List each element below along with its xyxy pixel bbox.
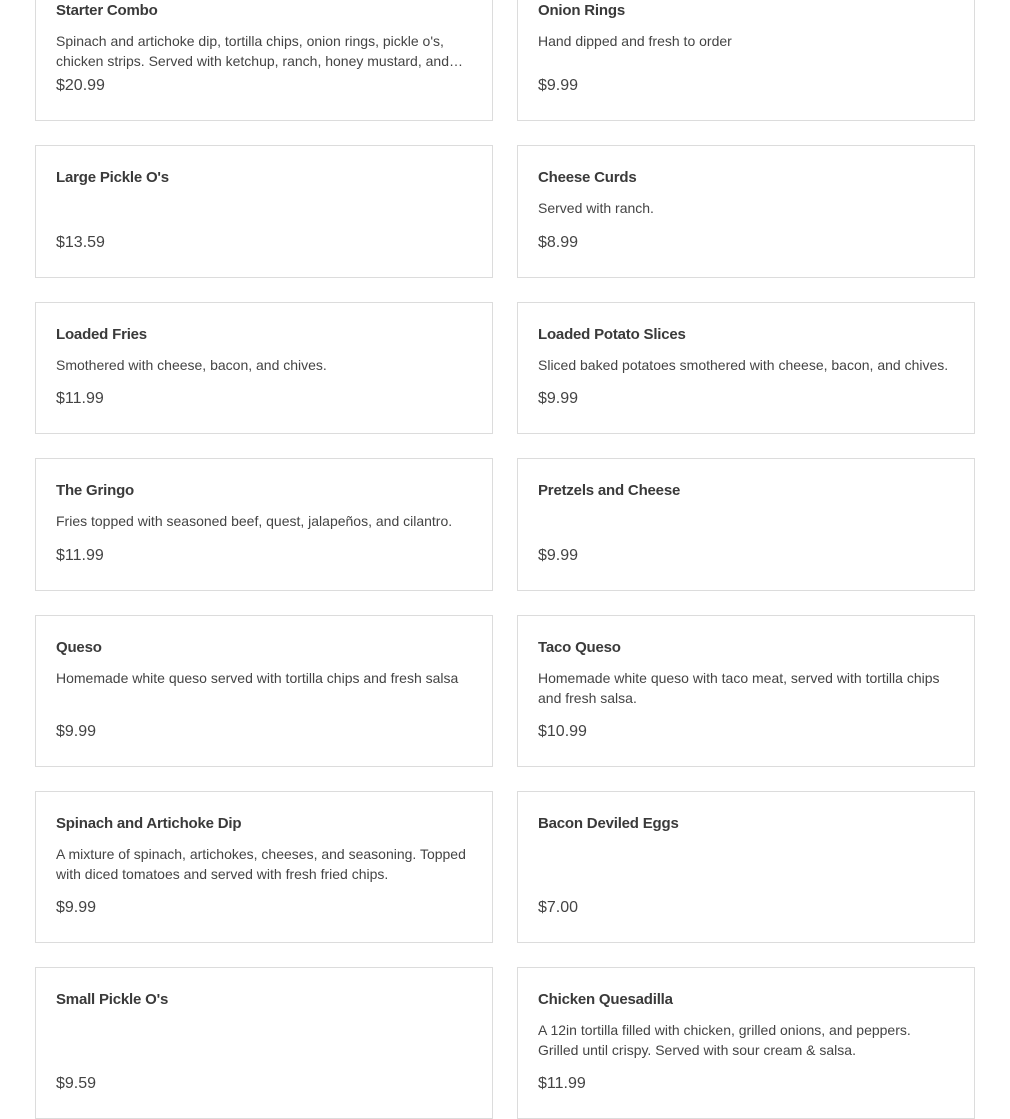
menu-item-name: Spinach and Artichoke Dip	[56, 815, 242, 832]
menu-item-price: $9.99	[538, 390, 579, 407]
menu-item-card[interactable]	[517, 145, 975, 278]
menu-item-card[interactable]	[35, 458, 493, 591]
menu-item-price: $11.99	[56, 390, 104, 407]
menu-item-description: Homemade white queso with taco meat, served with tortilla chips and fresh salsa.	[538, 670, 940, 706]
menu-item-price: $9.99	[56, 723, 97, 740]
menu-item-description: Served with ranch.	[538, 200, 654, 216]
menu-item-name: Pretzels and Cheese	[538, 482, 681, 499]
menu-item-description: Fries topped with seasoned beef, quest, jalapeños, and cilantro.	[56, 513, 453, 529]
menu-item-price: $9.99	[538, 547, 579, 564]
menu-item-price: $13.59	[56, 234, 105, 251]
menu-item-price: $10.99	[538, 723, 587, 740]
menu-item-name: The Gringo	[56, 482, 134, 499]
menu-item-name: Onion Rings	[538, 2, 625, 19]
menu-item-name: Bacon Deviled Eggs	[538, 815, 679, 832]
menu-item-description: Sliced baked potatoes smothered with cheese, bacon, and chives.	[538, 357, 949, 373]
menu-item-description: Homemade white queso served with tortilla chips and fresh salsa	[56, 670, 459, 686]
menu-item-card[interactable]	[35, 145, 493, 278]
menu-item-card[interactable]	[517, 615, 975, 767]
menu-item-card[interactable]	[35, 0, 493, 121]
menu-item-price: $9.99	[538, 77, 579, 94]
menu-item-description: A mixture of spinach, artichokes, cheeses, and seasoning. Topped with diced tomatoes and served with fresh fried chips.	[56, 846, 466, 882]
menu-item-price: $11.99	[538, 1075, 586, 1092]
menu-item-name: Loaded Fries	[56, 326, 147, 343]
menu-item-name: Starter Combo	[56, 2, 158, 19]
menu-item-description: Spinach and artichoke dip, tortilla chips, onion rings, pickle o's, chicken strips. Served with ketchup, ranch, honey mustard, and	[56, 33, 449, 69]
menu-item-description: A 12in tortilla filled with chicken, grilled onions, and peppers. Grilled until crispy. Served with sour cream & salsa.	[538, 1022, 911, 1058]
menu-item-description: Hand dipped and fresh to order	[538, 33, 732, 49]
menu-item-name: Small Pickle O's	[56, 991, 169, 1008]
menu-item-card[interactable]	[517, 967, 975, 1119]
menu-item-card[interactable]	[35, 967, 493, 1119]
menu-item-name: Large Pickle O's	[56, 169, 169, 186]
menu-item-price: $11.99	[56, 547, 104, 564]
menu-item-price: $9.59	[56, 1075, 97, 1092]
menu-item-card[interactable]	[517, 302, 975, 434]
menu-item-name: Chicken Quesadilla	[538, 991, 673, 1008]
menu-item-card[interactable]	[35, 791, 493, 943]
menu-item-card[interactable]	[517, 458, 975, 591]
menu-item-card[interactable]	[517, 0, 975, 121]
menu-item-price: $9.99	[56, 899, 97, 916]
menu-item-name: Loaded Potato Slices	[538, 326, 686, 343]
menu-item-description: Smothered with cheese, bacon, and chives.	[56, 357, 327, 373]
menu-item-name: Taco Queso	[538, 639, 621, 656]
menu-item-name: Cheese Curds	[538, 169, 637, 186]
menu-item-card[interactable]	[35, 615, 493, 767]
menu-item-price: $7.00	[538, 899, 579, 916]
menu-item-price: $20.99	[56, 77, 105, 94]
menu-item-name: Queso	[56, 639, 102, 656]
menu-item-price: $8.99	[538, 234, 579, 251]
menu-item-card[interactable]	[517, 791, 975, 943]
menu-item-card[interactable]	[35, 302, 493, 434]
